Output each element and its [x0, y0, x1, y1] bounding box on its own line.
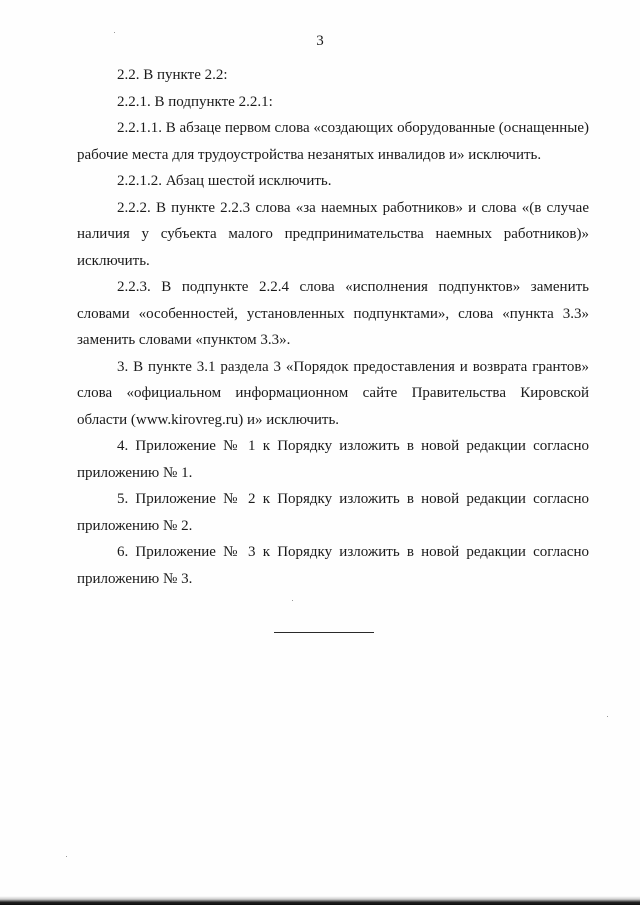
- paragraph-4: 4. Приложение № 1 к Порядку изложить в новой редакции согласно приложению № 1.: [77, 438, 589, 481]
- paragraph-2-2-1-1: 2.2.1.1. В абзаце первом слова «создающих оборудованные (оснащенные) рабочие места для трудоустройства незанятых инвалидов и» исключить.: [77, 120, 589, 163]
- paragraph-2-2-2: 2.2.2. В пункте 2.2.3 слова «за наемных работников» и слова «(в случае наличия у субъекта малого предпринимательства наемных работников)» исключить.: [77, 199, 589, 269]
- document-body: [77, 62, 589, 592]
- scan-bottom-edge: [0, 896, 640, 905]
- paragraph-2-2-3: 2.2.3. В подпункте 2.2.4 слова «исполнения подпунктов» заменить словами «особенностей, установленных подпунктами», слова «пункта 3.3» заменить словами «пунктом 3.3».: [77, 279, 589, 348]
- page-number: 3: [316, 33, 324, 49]
- paragraph-6: 6. Приложение № 3 к Порядку изложить в новой редакции согласно приложению № 3.: [77, 544, 589, 587]
- scan-speck: [66, 856, 67, 857]
- paragraph-2-2: 2.2. В пункте 2.2:: [117, 67, 228, 83]
- paragraph-2-2-1: 2.2.1. В подпункте 2.2.1:: [117, 93, 273, 110]
- scan-speck: [114, 32, 115, 33]
- scan-speck: [607, 716, 608, 717]
- scan-speck: [292, 600, 293, 601]
- paragraph-2-2-1-2: 2.2.1.2. Абзац шестой исключить.: [117, 173, 332, 189]
- closing-separator-line: [274, 632, 374, 633]
- paragraph-3: 3. В пункте 3.1 раздела 3 «Порядок предоставления и возврата грантов» слова «официальном информационном сайте Правительства Кировской области (www.kirovreg.ru) и» исключить.: [77, 358, 589, 428]
- paragraph-5: 5. Приложение № 2 к Порядку изложить в новой редакции согласно приложению № 2.: [77, 491, 589, 534]
